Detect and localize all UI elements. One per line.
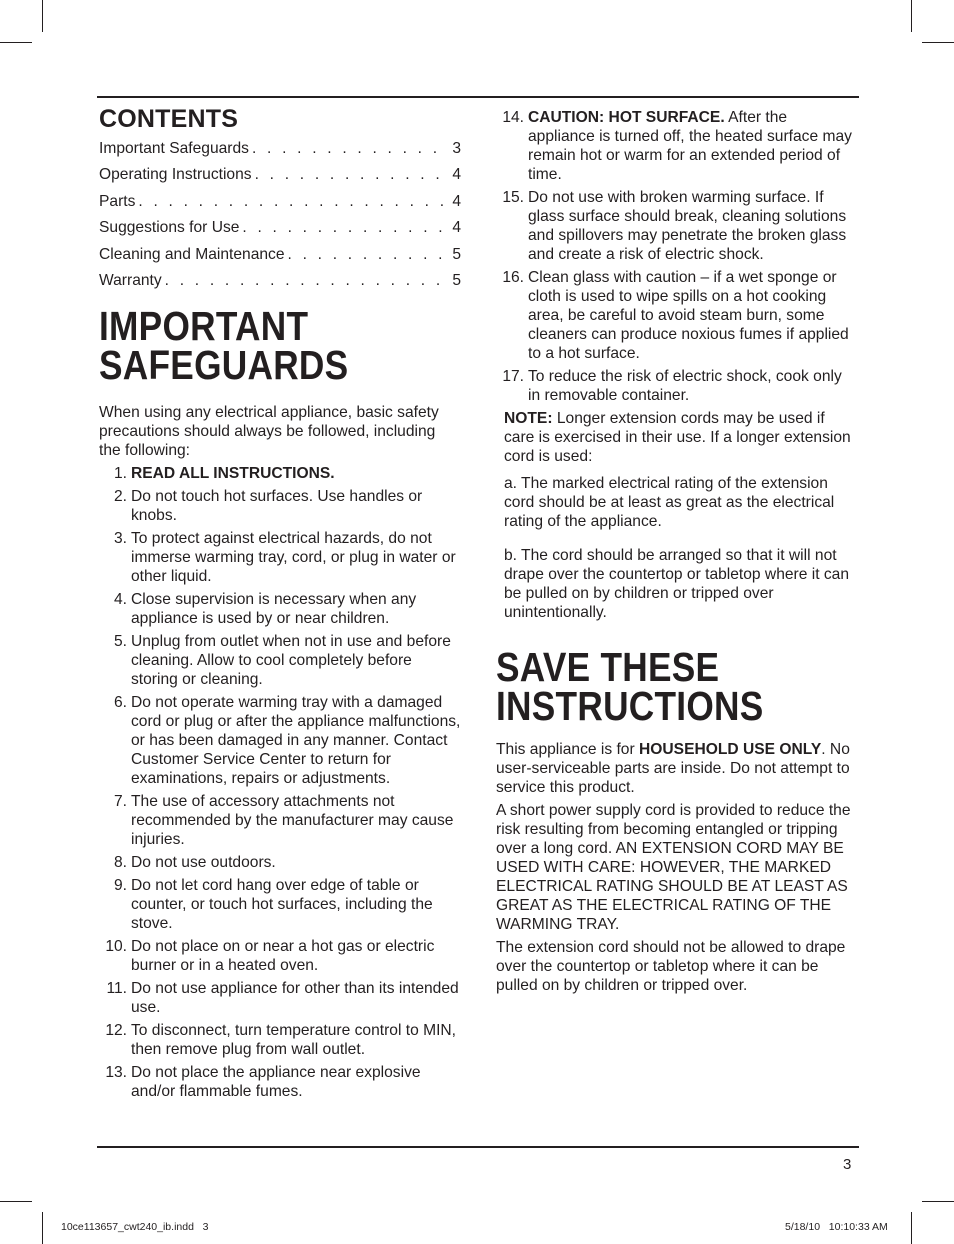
para-bold: HOUSEHOLD USE ONLY: [639, 741, 822, 758]
item-text: After the appliance is turned off, the heated surface may remain hot or warm for an extended period of time.: [528, 109, 852, 183]
toc-item[interactable]: [99, 271, 461, 297]
contents-title: CONTENTS: [99, 105, 239, 133]
file-info: 10ce113657_cwt240_ib.indd 3: [61, 1221, 209, 1233]
save-heading-line: SAVE THESE: [496, 644, 720, 690]
extension-cord-note: [496, 409, 858, 466]
item-text: Do not use appliance for other than its intended use.: [131, 980, 459, 1017]
left-column: [99, 104, 461, 1105]
item-text: Do not place the appliance near explosive and/or flammable fumes.: [131, 1064, 421, 1101]
toc-leader: [138, 192, 448, 211]
crop-mark: [922, 42, 954, 43]
item-number: 10.: [105, 938, 127, 956]
bottom-rule: [97, 1146, 859, 1148]
list-item: [496, 108, 858, 184]
item-number: 14.: [502, 109, 524, 126]
timestamp: 5/18/10 10:10:33 AM: [785, 1221, 888, 1233]
list-item: [99, 979, 461, 1017]
list-item: [99, 853, 461, 872]
toc-leader: [242, 218, 448, 237]
list-item: [99, 464, 461, 483]
toc-page: 3: [452, 140, 461, 157]
list-item: [99, 1021, 461, 1059]
toc-label: Warranty: [99, 271, 162, 289]
toc-leader: [255, 165, 448, 184]
safeguards-heading-line: SAFEGUARDS: [99, 342, 349, 389]
toc-page: 4: [452, 166, 461, 184]
item-text: Close supervision is necessary when any appliance is used by or near children.: [131, 591, 417, 628]
safeguards-list: [99, 464, 461, 1101]
list-item: [99, 693, 461, 788]
toc-item[interactable]: [99, 245, 461, 271]
item-text: To protect against electrical hazards, do not immerse warming tray, cord, or plug in water or other liquid.: [131, 530, 456, 586]
list-item: [99, 1063, 461, 1101]
table-of-contents: [99, 139, 461, 297]
toc-item[interactable]: [99, 139, 461, 165]
item-text: Do not touch hot surfaces. Use handles or knobs.: [131, 488, 423, 525]
item-text: Clean glass with caution – if a wet sponge or cloth is used to wipe spills on a hot cooking area, be careful to avoid steam burn, some cleaners can produce noxious fumes if applied to a hot surface.: [528, 269, 849, 362]
top-rule: [97, 96, 859, 98]
safeguards-heading: [99, 303, 461, 389]
list-item: [496, 367, 858, 405]
item-number: 17.: [502, 368, 524, 385]
list-item: [99, 792, 461, 849]
item-text: Do not let cord hang over edge of table or counter, or touch hot surfaces, including the stove.: [131, 877, 433, 933]
item-number: 8.: [113, 854, 127, 872]
toc-leader: [165, 271, 448, 290]
list-item: [496, 268, 858, 363]
toc-leader: [288, 245, 448, 264]
para-text: This appliance is for: [496, 741, 640, 758]
list-item: [99, 590, 461, 628]
crop-mark: [911, 0, 912, 32]
list-item: [99, 529, 461, 586]
item-text: Do not use outdoors.: [131, 854, 276, 872]
extension-cord-paragraph: The extension cord should not be allowed to drape over the countertop or tabletop where it can be pulled on by children or tripped over.: [496, 939, 846, 994]
toc-page: 4: [452, 192, 461, 210]
note-item-b: b. The cord should be arranged so that it will not drape over the countertop or tabletop where it can be pulled on by children or tripped over unintentionally.: [504, 547, 850, 621]
item-number: 6.: [113, 694, 127, 712]
crop-mark: [42, 0, 43, 32]
list-item: [99, 632, 461, 689]
toc-item[interactable]: [99, 165, 461, 191]
para-text: . No user-serviceable parts are inside. Do not attempt to service this product.: [496, 741, 850, 796]
list-item: [99, 876, 461, 933]
save-instructions-heading: [496, 644, 858, 729]
toc-page: 5: [452, 245, 461, 263]
page-number: 3: [843, 1156, 852, 1173]
toc-label: Parts: [99, 192, 136, 210]
crop-mark: [0, 1201, 32, 1202]
item-text: The use of accessory attachments not recommended by the manufacturer may cause injuries.: [131, 793, 454, 849]
item-text: Do not use with broken warming surface. If glass surface should break, cleaning solutions and spillovers may penetrate the broken glass and create a risk of electric shock.: [528, 189, 847, 263]
save-heading-line: INSTRUCTIONS: [496, 683, 764, 729]
toc-label: Suggestions for Use: [99, 219, 240, 237]
toc-page: 4: [452, 219, 461, 237]
item-text: To disconnect, turn temperature control to MIN, then remove plug from wall outlet.: [131, 1022, 457, 1059]
safeguards-heading-line: IMPORTANT: [99, 303, 309, 350]
item-text: Do not place on or near a hot gas or electric burner or in a heated oven.: [131, 938, 435, 975]
household-use-paragraph: [496, 740, 858, 797]
crop-mark: [922, 1201, 954, 1202]
item-text: Unplug from outlet when not in use and before cleaning. Allow to cool completely before storing or cleaning.: [131, 633, 451, 689]
item-number: 4.: [113, 591, 127, 609]
list-item: [496, 188, 858, 264]
item-number: 2.: [113, 488, 127, 506]
item-number: 16.: [502, 269, 524, 286]
item-number: 9.: [113, 877, 127, 895]
item-number: 13.: [105, 1064, 127, 1082]
item-number: 12.: [105, 1022, 127, 1040]
item-text: To reduce the risk of electric shock, cook only in removable container.: [528, 368, 842, 404]
toc-item[interactable]: [99, 192, 461, 218]
item-number: 5.: [113, 633, 127, 651]
safeguards-list-continued: [496, 108, 858, 405]
item-number: 3.: [113, 530, 127, 548]
note-text: Longer extension cords may be used if care is exercised in their use. If a longer extension cord is used:: [504, 410, 851, 465]
list-item: [99, 937, 461, 975]
item-number: 15.: [502, 189, 524, 206]
toc-label: Operating Instructions: [99, 166, 252, 184]
item-number: 11.: [106, 980, 127, 998]
right-column: [496, 108, 858, 995]
item-bold: CAUTION: HOT SURFACE.: [528, 109, 725, 126]
toc-leader: [252, 139, 448, 158]
toc-item[interactable]: [99, 218, 461, 244]
item-text: Do not operate warming tray with a damaged cord or plug or after the appliance malfunctions, or has been damaged in any manner. Contact Customer Service Center to return for examinations, repairs or adjustments.: [131, 694, 461, 788]
item-number: 1.: [113, 465, 127, 483]
crop-mark: [42, 1212, 43, 1244]
item-number: 7.: [113, 793, 127, 811]
list-item: [99, 487, 461, 525]
toc-label: Cleaning and Maintenance: [99, 245, 285, 263]
crop-mark: [0, 42, 32, 43]
note-label: NOTE:: [504, 410, 553, 427]
toc-page: 5: [452, 271, 461, 289]
safeguards-intro: When using any electrical appliance, basic safety precautions should always be followed, including the following:: [99, 404, 439, 460]
note-item-a: a. The marked electrical rating of the extension cord should be at least as great as the electrical rating of the appliance.: [504, 475, 835, 530]
toc-label: Important Safeguards: [99, 140, 249, 157]
power-cord-paragraph: A short power supply cord is provided to reduce the risk resulting from becoming entangled or tripping over a long cord. AN EXTENSION CORD MAY BE USED WITH CARE: HOWEVER, THE MARKED ELECTRICAL RATING SHOULD BE AT LEAST AS GREAT AS THE ELECTRICAL RATING OF THE WARMING TRAY.: [496, 802, 851, 933]
crop-mark: [911, 1212, 912, 1244]
item-bold: READ ALL INSTRUCTIONS.: [131, 465, 335, 483]
